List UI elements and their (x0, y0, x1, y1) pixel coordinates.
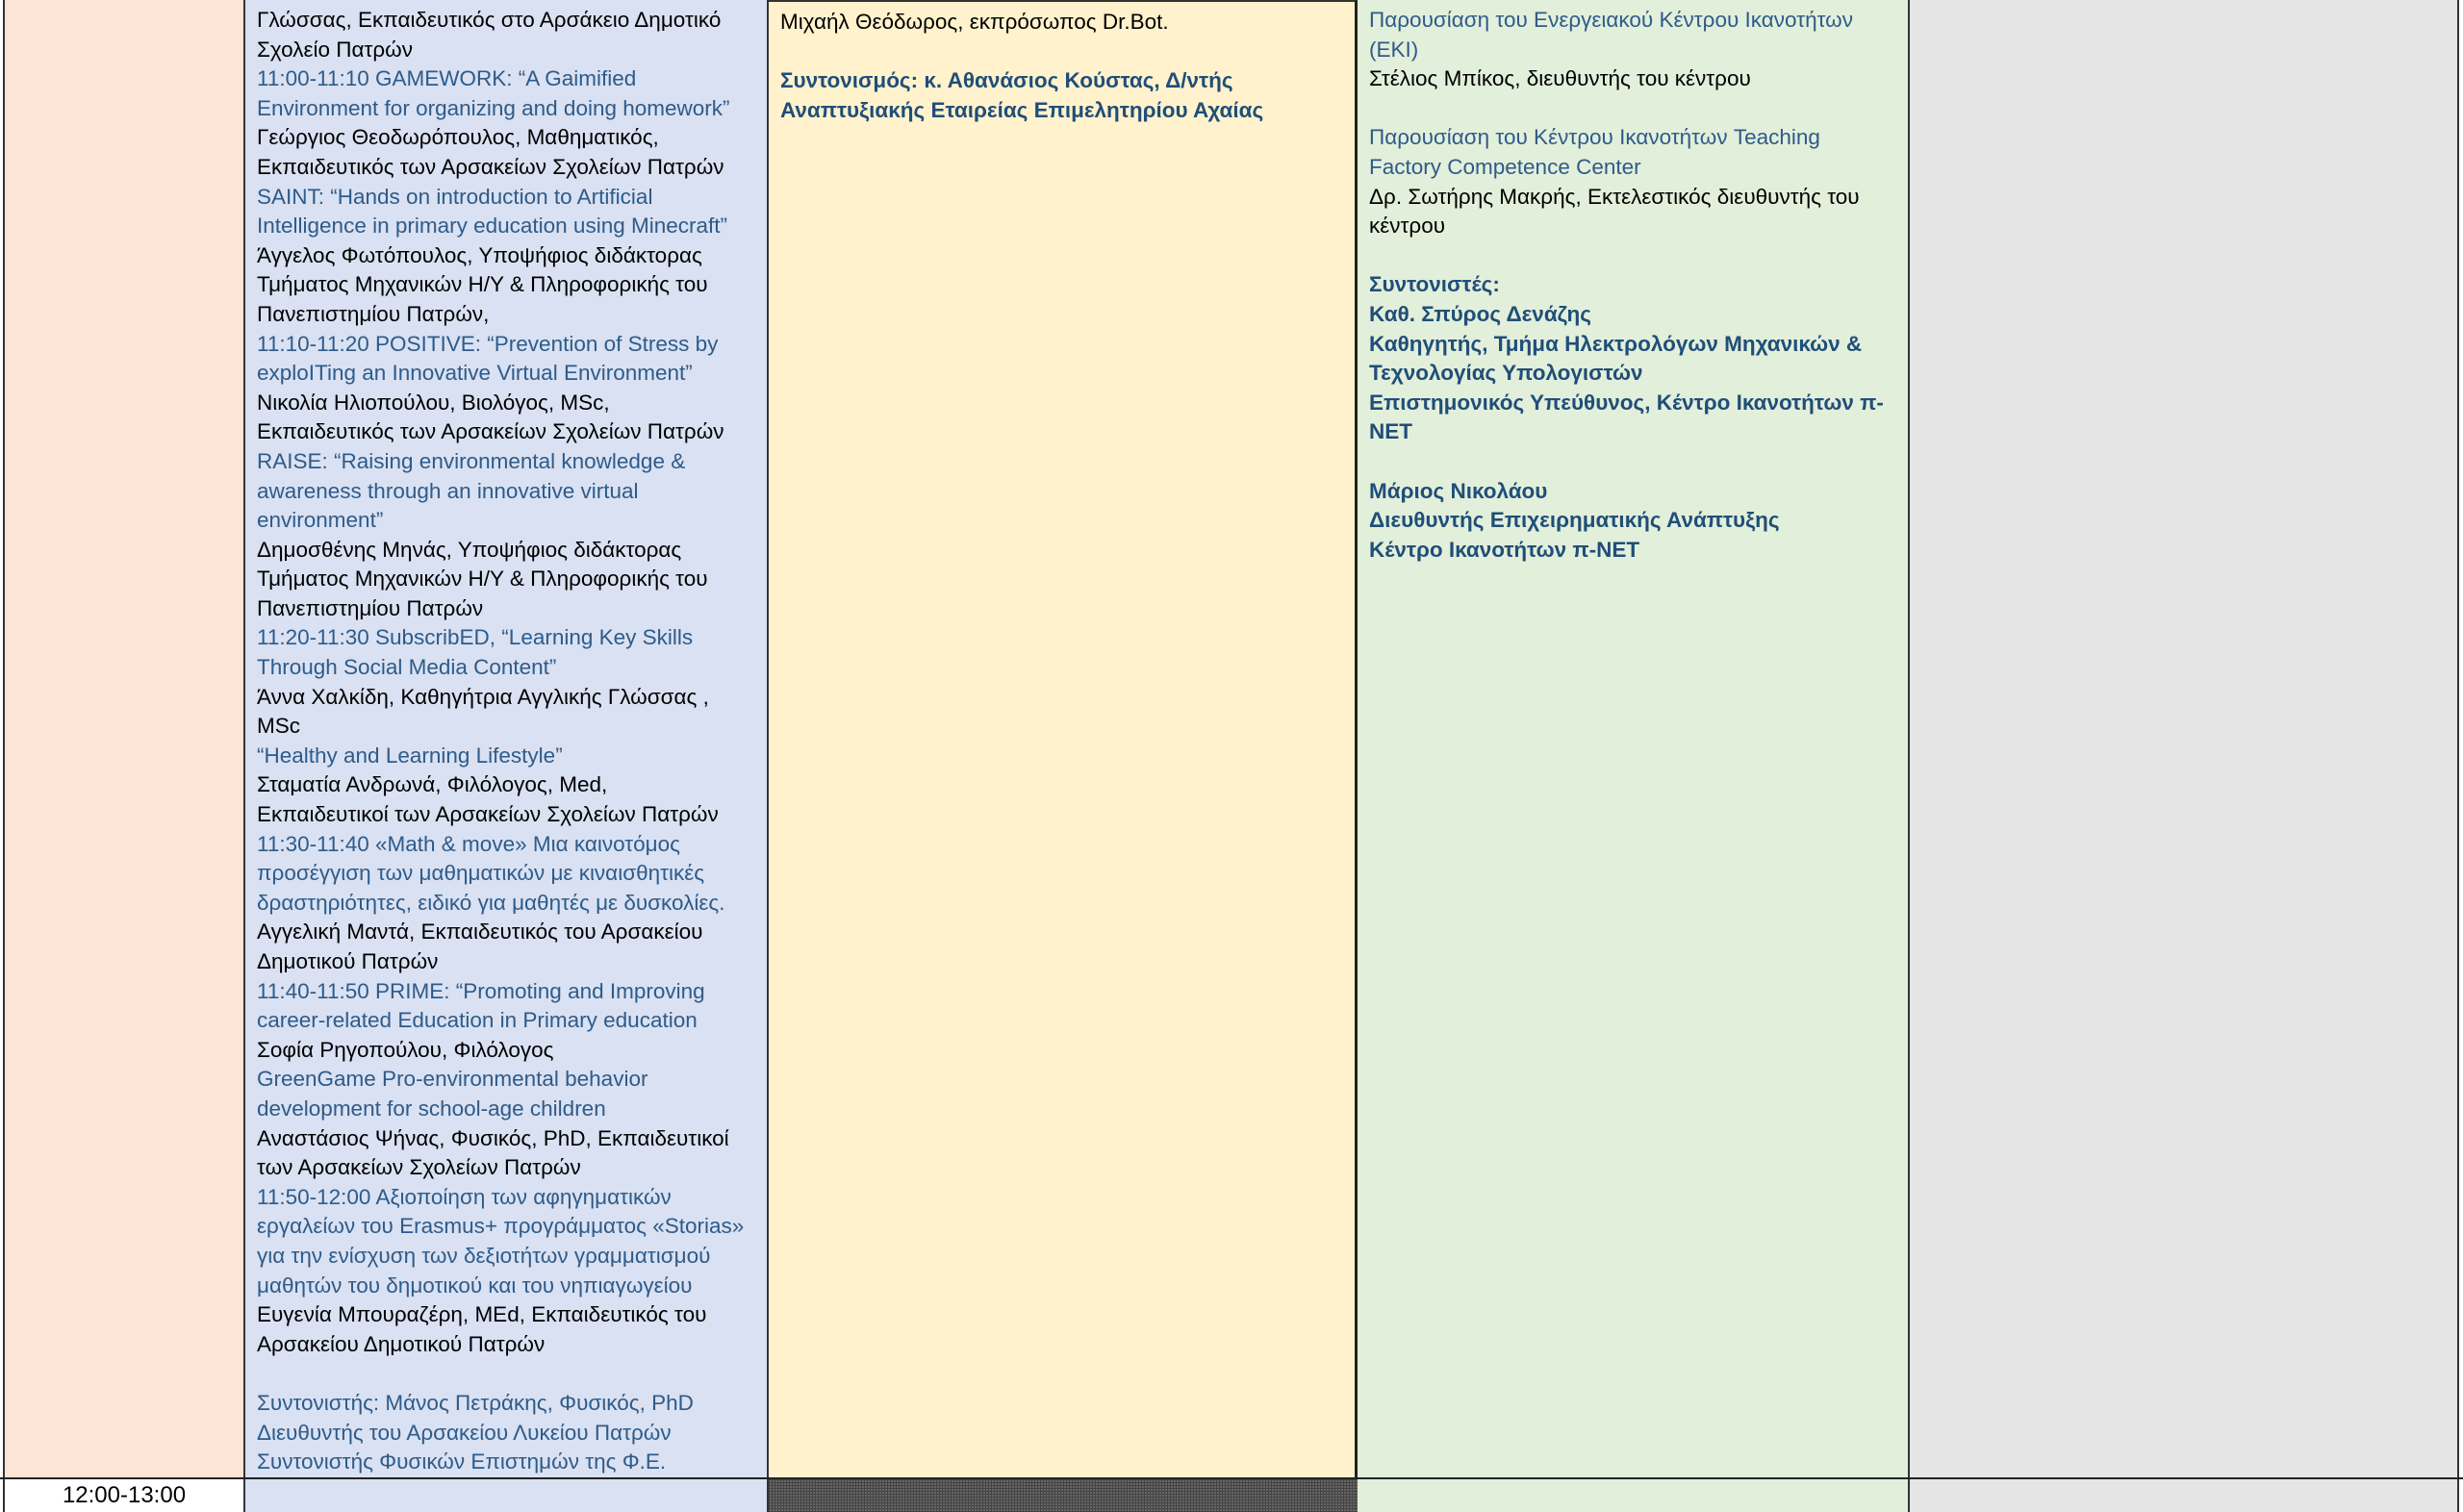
dr-bot-line: Αναπτυξιακής Εταιρείας Επιμελητηρίου Αχαίας (780, 97, 1264, 122)
program-line: Intelligence in primary education using Minecraft” (257, 214, 727, 239)
empty-gray-cell (1910, 0, 2459, 1512)
program-line: προσέγγιση των μαθηματικών με κιναισθητικές (257, 861, 705, 886)
competence-centers-text (1369, 6, 1884, 565)
program-line: Πανεπιστημίου Πατρών, (257, 301, 490, 326)
competence-line (1369, 241, 1884, 271)
program-line: εργαλείων του Erasmus+ προγράμματος «Storias» (257, 1214, 745, 1239)
program-line: exploITing an Innovative Virtual Environment” (257, 361, 693, 386)
program-line: GreenGame Pro-environmental behavior (257, 1067, 648, 1092)
program-line: Εκπαιδευτικοί των Αρσακείων Σχολείων Πατρών (257, 802, 719, 827)
program-line: Διευθυντής του Αρσακείου Λυκείου Πατρών (257, 1420, 672, 1445)
competence-line: Τεχνολογίας Υπολογιστών (1369, 361, 1643, 386)
time-slot-label: 12:00-13:00 (3, 1479, 245, 1512)
competence-line: NET (1369, 419, 1412, 444)
dr-bot-line: Συντονισμός: κ. Αθανάσιος Κούστας, Δ/ντής (780, 68, 1233, 93)
program-line: MSc (257, 714, 300, 739)
hatched-cell (769, 1479, 1358, 1512)
program-line: 11:30-11:40 «Math & move» Μια καινοτόμος (257, 831, 680, 856)
dr-bot-text (780, 8, 1263, 125)
competence-line: κέντρου (1369, 214, 1446, 239)
program-line: awareness through an innovative virtual (257, 478, 639, 503)
program-line: Άννα Χαλκίδη, Καθηγήτρια Αγγλικής Γλώσσας , (257, 684, 709, 709)
competence-line: Κέντρο Ικανοτήτων π-NET (1369, 537, 1640, 562)
next-row-cell (1358, 1479, 1910, 1512)
program-line: Σοφία Ρηγοπούλου, Φιλόλογος (257, 1037, 554, 1062)
school-projects-cell (245, 0, 769, 1512)
program-line: Environment for organizing and doing homework” (257, 95, 730, 120)
competence-line: Μάριος Νικολάου (1369, 478, 1548, 503)
competence-line (1369, 447, 1884, 477)
competence-line: Παρουσίαση του Ενεργειακού Κέντρου Ικανοτήτων (1369, 8, 1853, 32)
program-line: Τμήματος Μηχανικών Η/Υ & Πληροφορικής του (257, 567, 708, 592)
program-line: environment” (257, 508, 384, 533)
competence-line: Διευθυντής Επιχειρηματικής Ανάπτυξης (1369, 508, 1780, 533)
program-line: Συντονιστής Φυσικών Επιστημών της Φ.Ε. (257, 1449, 667, 1474)
dr-bot-line (780, 38, 1263, 67)
program-line: Αρσακείου Δημοτικού Πατρών (257, 1331, 546, 1356)
program-line: 11:00-11:10 GAMEWORK: “A Gaimified (257, 66, 637, 91)
competence-line: Στέλιος Μπίκος, διευθυντής του κέντρου (1369, 66, 1751, 91)
program-line: 11:20-11:30 SubscribED, “Learning Key Skills (257, 625, 694, 650)
program-line: “Healthy and Learning Lifestyle” (257, 743, 563, 768)
program-line: 11:50-12:00 Αξιοποίηση των αφηγηματικών (257, 1184, 672, 1209)
competence-line: (ΕΚΙ) (1369, 37, 1419, 62)
competence-line: Επιστημονικός Υπεύθυνος, Κέντρο Ικανοτήτων π- (1369, 390, 1884, 415)
competence-line: Factory Competence Center (1369, 154, 1641, 179)
competence-line (1369, 94, 1884, 124)
program-line: Γλώσσας, Εκπαιδευτικός στο Αρσάκειο Δημοτικό (257, 8, 722, 32)
competence-line: Παρουσίαση του Κέντρου Ικανοτήτων Teaching (1369, 125, 1820, 150)
program-line (257, 1359, 744, 1389)
program-line: Αναστάσιος Ψήνας, Φυσικός, PhD, Εκπαιδευτικοί (257, 1125, 729, 1150)
dr-bot-cell (769, 0, 1358, 1477)
program-line: δραστηριότητες, ειδικό για μαθητές με δυσκολίες. (257, 890, 725, 915)
competence-centers-cell (1358, 0, 1910, 1512)
time-column-cell (3, 0, 245, 1477)
program-line: μαθητών του δημοτικού και του νηπιαγωγείου (257, 1273, 693, 1298)
program-line: Σταματία Ανδρωνά, Φιλόλογος, Med, (257, 772, 608, 797)
program-line: Νικολία Ηλιοπούλου, Βιολόγος, MSc, (257, 390, 610, 415)
program-line: Ευγενία Μπουραζέρη, MEd, Εκπαιδευτικός του (257, 1302, 707, 1327)
program-line: SAINT: “Hands on introduction to Artificial (257, 184, 653, 209)
program-line: Σχολείο Πατρών (257, 37, 414, 62)
dr-bot-line: Μιχαήλ Θεόδωρος, εκπρόσωπος Dr.Bot. (780, 10, 1169, 34)
program-line: Πανεπιστημίου Πατρών (257, 595, 484, 620)
program-line: Δημοτικού Πατρών (257, 949, 439, 973)
program-line: Through Social Media Content” (257, 655, 557, 680)
competence-line: Καθηγητής, Τμήμα Ηλεκτρολόγων Μηχανικών & (1369, 331, 1863, 356)
program-line: Εκπαιδευτικός των Αρσακείων Σχολείων Πατρών (257, 419, 724, 444)
competence-line: Συντονιστές: (1369, 272, 1500, 297)
program-line: Εκπαιδευτικός των Αρσακείων Σχολείων Πατρών (257, 154, 724, 179)
program-line: development for school-age children (257, 1096, 606, 1121)
program-line: 11:40-11:50 PRIME: “Promoting and Improving (257, 978, 705, 1003)
competence-line: Καθ. Σπύρος Δενάζης (1369, 301, 1591, 326)
school-projects-text (257, 6, 744, 1477)
program-line: career-related Education in Primary education (257, 1008, 698, 1033)
program-line: RAISE: “Raising environmental knowledge & (257, 448, 686, 473)
program-line: Αγγελική Μαντά, Εκπαιδευτικός του Αρσακείου (257, 920, 703, 945)
program-line: για την ενίσχυση των δεξιοτήτων γραμματισμού (257, 1243, 711, 1268)
program-line: Άγγελος Φωτόπουλος, Υποψήφιος διδάκτορας (257, 242, 702, 267)
program-line: των Αρσακείων Σχολείων Πατρών (257, 1155, 581, 1180)
program-line: Γεώργιος Θεοδωρόπουλος, Μαθηματικός, (257, 125, 659, 150)
next-row-cell (1910, 1479, 2459, 1512)
program-line: Δημοσθένης Μηνάς, Υποψήφιος διδάκτορας (257, 537, 682, 562)
next-row-cell (245, 1479, 769, 1512)
program-line: Τμήματος Μηχανικών Η/Υ & Πληροφορικής του (257, 272, 708, 297)
program-line: 11:10-11:20 POSITIVE: “Prevention of Stress by (257, 331, 719, 356)
competence-line: Δρ. Σωτήρης Μακρής, Εκτελεστικός διευθυντής του (1369, 184, 1860, 209)
program-line: Συντονιστής: Μάνος Πετράκης, Φυσικός, PhD (257, 1390, 694, 1415)
